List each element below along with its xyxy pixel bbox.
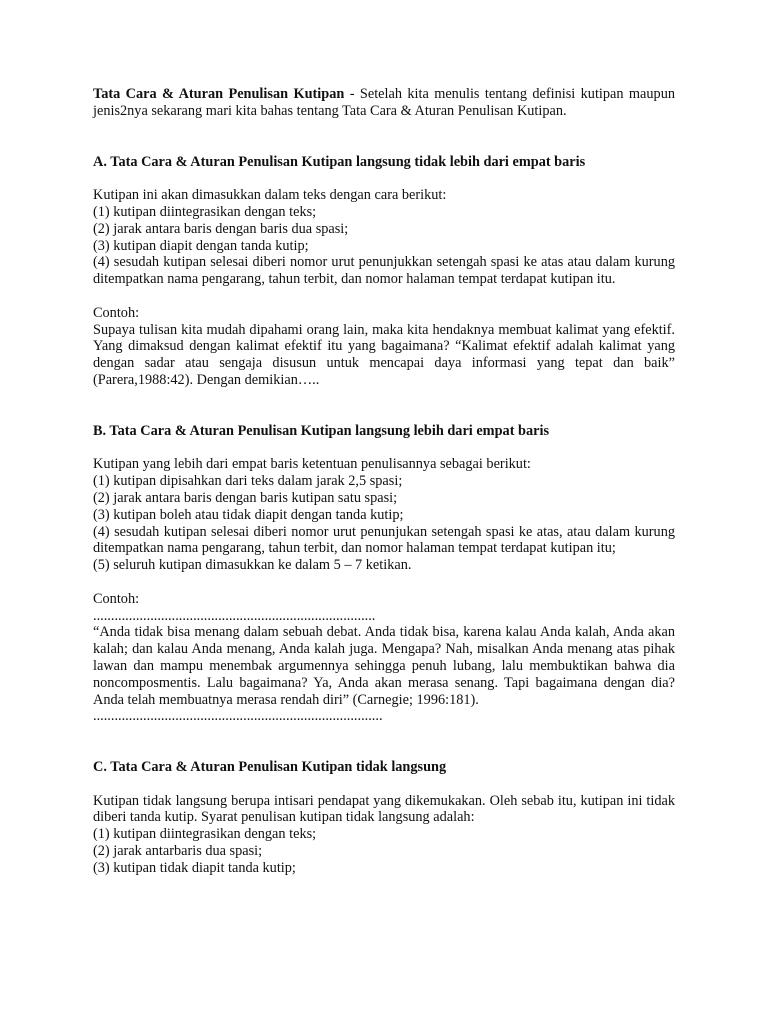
document-page — [93, 86, 675, 877]
intro-paragraph — [93, 86, 675, 120]
section-c-item: (3) kutipan tidak diapit tanda kutip; — [93, 859, 296, 876]
section-a-heading: A. Tata Cara & Aturan Penulisan Kutipan langsung tidak lebih dari empat baris — [93, 153, 586, 170]
section-c-heading: C. Tata Cara & Aturan Penulisan Kutipan tidak langsung — [93, 759, 447, 776]
section-b-heading: B. Tata Cara & Aturan Penulisan Kutipan langsung lebih dari empat baris — [93, 422, 550, 439]
intro-title: Tata Cara & Aturan Penulisan Kutipan — [93, 86, 345, 102]
section-b-item: (1) kutipan dipisahkan dari teks dalam jarak 2,5 spasi; — [93, 473, 403, 490]
section-b-item: (4) sesudah kutipan selesai diberi nomor urut penunjukan setengah spasi ke atas, atau dalam kurung ditempatkan nama pengarang, tahun terbit, dan nomor halaman tempat terdapat kutipan itu; — [93, 523, 675, 557]
section-a-item: (4) sesudah kutipan selesai diberi nomor urut penunjukkan setengah spasi ke atas atau dalam kurung ditempatkan nama pengarang, tahun terbit, dan nomor halaman tempat terdapat kutipan itu. — [93, 254, 675, 288]
section-a-lead: Kutipan ini akan dimasukkan dalam teks dengan cara berikut: — [93, 187, 447, 204]
section-b-item: (5) seluruh kutipan dimasukkan ke dalam 5 – 7 ketikan. — [93, 557, 412, 574]
section-c-item: (2) jarak antarbaris dua spasi; — [93, 843, 263, 860]
section-c-lead: Kutipan tidak langsung berupa intisari pendapat yang dikemukakan. Oleh sebab itu, kutipan ini tidak diberi tanda kutip. Syarat penulisan kutipan tidak langsung adalah: — [93, 792, 675, 826]
section-b-example-quote: “Anda tidak bisa menang dalam sebuah debat. Anda tidak bisa, karena kalau Anda kalah, Anda akan kalah; dan kalau Anda menang, Anda kalah juga. Mengapa? Nah, misalkan Anda menang atas pihak lawan dan mampu menembak argumennya sehingga penuh lubang, lalu membuktikan bahwa dia noncomposmentis. Lalu bagaimana? Ya, Anda akan merasa senang. Tapi bagaimana dengan dia? Anda telah membuatnya merasa rendah diri” (Carnegie; 1996:181). — [93, 624, 675, 708]
section-c-item: (1) kutipan diintegrasikan dengan teks; — [93, 826, 317, 843]
section-a-item: (2) jarak antara baris dengan baris dua spasi; — [93, 220, 349, 237]
intro-separator: - — [344, 86, 360, 102]
section-b-item: (2) jarak antara baris dengan baris kutipan satu spasi; — [93, 489, 398, 506]
section-b-item: (3) kutipan boleh atau tidak diapit dengan tanda kutip; — [93, 506, 404, 523]
section-b-lead: Kutipan yang lebih dari empat baris ketentuan penulisannya sebagai berikut: — [93, 456, 531, 473]
section-a-item: (1) kutipan diintegrasikan dengan teks; — [93, 203, 317, 220]
section-a-item: (3) kutipan diapit dengan tanda kutip; — [93, 237, 309, 254]
section-a-example-text: Supaya tulisan kita mudah dipahami orang lain, maka kita hendaknya membuat kalimat yang efektif. Yang dimaksud dengan kalimat efektif itu yang bagaimana? “Kalimat efektif adalah kalimat yang dengan sadar atau sengaja disusun untuk mencapai daya informasi yang tepat dan baik” (Parera,1988:42). Dengan demikian….. — [93, 321, 675, 388]
section-a-example-label: Contoh: — [93, 304, 140, 321]
dotted-separator-bottom: ................................................................................. — [93, 708, 383, 725]
dotted-separator-top: ............................................................................... — [93, 607, 376, 624]
section-b-example-label: Contoh: — [93, 590, 140, 607]
intro-text: Setelah kita menulis tentang definisi kutipan maupun jenis2nya sekarang mari kita bahas tentang Tata Cara & Aturan Penulisan Kutipan. — [93, 86, 675, 119]
